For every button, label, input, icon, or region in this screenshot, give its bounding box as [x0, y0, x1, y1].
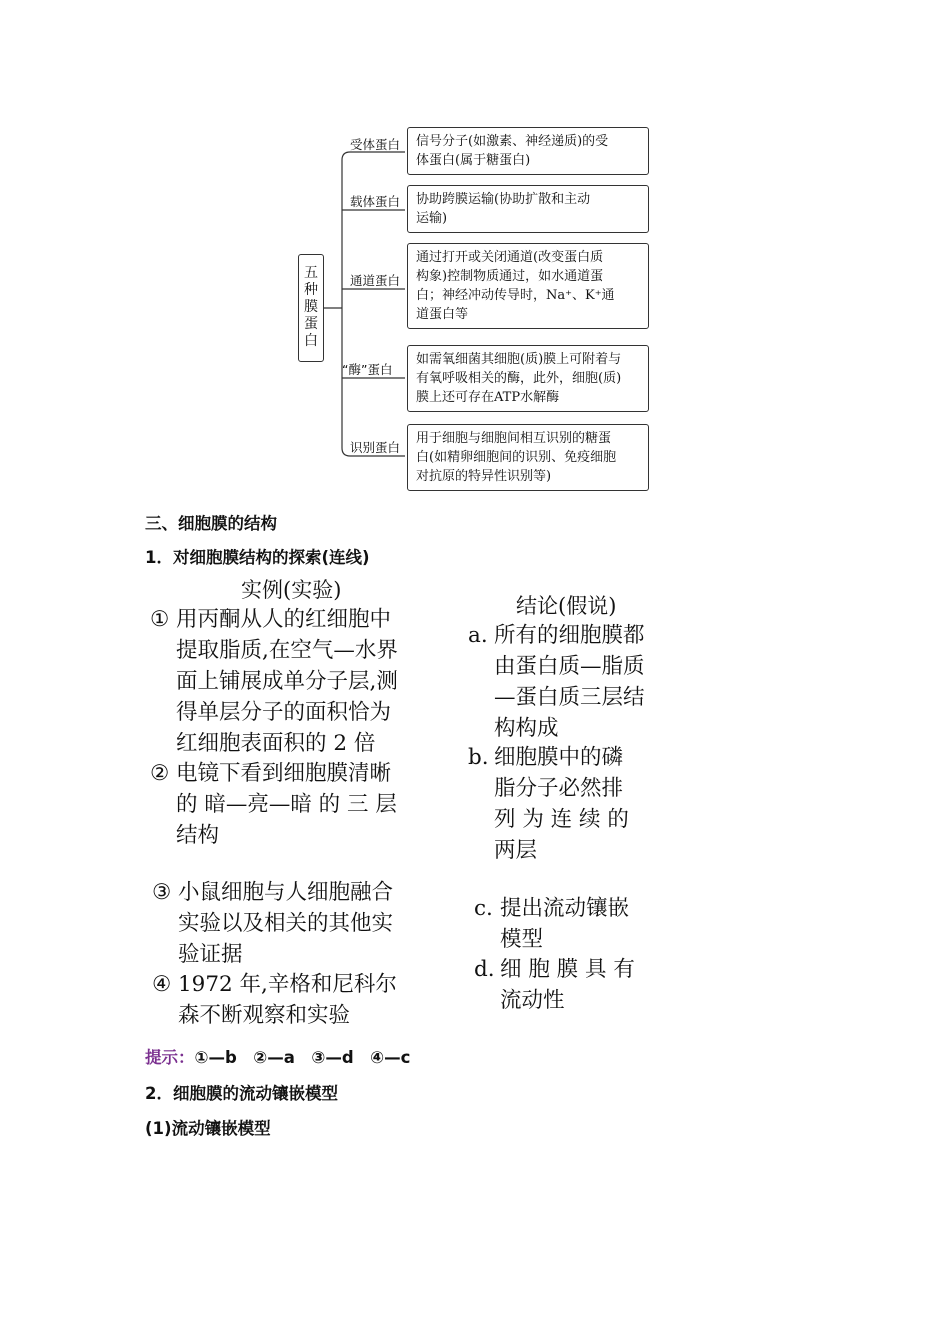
- item-line: 的 暗—亮—暗 的 三 层: [176, 792, 397, 817]
- item-line: 所有的细胞膜都: [494, 623, 645, 648]
- branch-desc-enzyme: [407, 345, 649, 412]
- desc-line: 用于细胞与细胞间相互识别的糖蛋: [416, 431, 612, 446]
- item-text: [474, 954, 674, 1016]
- root-char: 种: [304, 282, 318, 298]
- item-line: 由蛋白质—脂质: [494, 654, 645, 679]
- item-line: 流动性: [500, 988, 565, 1013]
- branch-desc-channel: [407, 243, 649, 329]
- item-line: 面上铺展成单分子层,测: [176, 669, 398, 694]
- desc-line: 运输): [416, 211, 448, 226]
- item-line: 实验以及相关的其他实: [178, 911, 394, 936]
- item-line: 红细胞表面积的 2 倍: [176, 731, 376, 756]
- item-line: 细 胞 膜 具 有: [500, 957, 635, 982]
- item-line: 提出流动镶嵌: [500, 896, 630, 921]
- left-item-3: [152, 877, 422, 970]
- branch-desc-recognition: [407, 424, 649, 491]
- branch-label-carrier: 载体蛋白: [350, 194, 401, 209]
- desc-line: 信号分子(如激素、神经递质)的受: [416, 134, 609, 149]
- item-number: c.: [474, 896, 493, 921]
- right-item-d: [474, 954, 674, 1016]
- item-line: 小鼠细胞与人细胞融合: [178, 880, 394, 905]
- branch-label-recognition: 识别蛋白: [350, 440, 401, 455]
- item-line: 构构成: [494, 716, 559, 741]
- branch-label-enzyme: “酶”蛋白: [342, 362, 393, 377]
- desc-line: 白(如精卵细胞间的识别、免疫细胞: [416, 450, 617, 465]
- item-line: 结构: [176, 823, 220, 848]
- item-text: [152, 877, 422, 970]
- item-line: 电镜下看到细胞膜清晰: [176, 761, 392, 786]
- desc-line: 对抗原的特异性识别等): [416, 469, 552, 484]
- left-item-4: [152, 969, 422, 1031]
- item-text: [150, 758, 420, 851]
- item-line: 提取脂质,在空气—水界: [176, 638, 398, 663]
- item-line: 得单层分子的面积恰为: [176, 700, 392, 725]
- concept-map-root: [298, 254, 324, 362]
- item-line: 森不断观察和实验: [178, 1003, 351, 1028]
- branch-desc-receptor: [407, 127, 649, 175]
- item-text: [468, 742, 668, 866]
- item-line: 列 为 连 续 的: [494, 807, 629, 832]
- right-item-a: [468, 620, 668, 744]
- left-column-title: 实例(实验): [241, 578, 342, 602]
- root-char: 五: [304, 265, 318, 281]
- right-item-b: [468, 742, 668, 866]
- question-2-heading: 2．细胞膜的流动镶嵌模型: [145, 1084, 338, 1103]
- section-heading: 三、细胞膜的结构: [145, 514, 277, 533]
- branch-desc-carrier: [407, 185, 649, 233]
- desc-line: 构象)控制物质通过，如水通道蛋: [416, 269, 604, 284]
- desc-line: 体蛋白(属于糖蛋白): [416, 153, 531, 168]
- item-line: 两层: [494, 838, 538, 863]
- item-number: d.: [474, 957, 495, 982]
- desc-line: 膜上还可存在ATP水解酶: [416, 390, 560, 405]
- item-number: ③: [152, 880, 172, 905]
- desc-line: 有氧呼吸相关的酶，此外，细胞(质): [416, 371, 622, 386]
- root-char: 膜: [304, 299, 318, 315]
- item-text: [150, 604, 420, 759]
- item-number: ②: [150, 761, 170, 786]
- hint-line: [145, 1044, 410, 1068]
- item-text: [474, 893, 674, 955]
- root-char: 白: [304, 333, 318, 349]
- item-line: —蛋白质三层结: [494, 685, 645, 710]
- question-1-heading: 1．对细胞膜结构的探索(连线): [145, 548, 370, 567]
- left-item-1: [150, 604, 420, 759]
- right-column-title: 结论(假说): [516, 594, 617, 618]
- question-2-subheading: (1)流动镶嵌模型: [145, 1119, 271, 1138]
- item-number: ①: [150, 607, 170, 632]
- desc-line: 道蛋白等: [416, 307, 469, 322]
- item-text: [468, 620, 668, 744]
- item-line: 1972 年,辛格和尼科尔: [178, 972, 397, 997]
- right-item-c: [474, 893, 674, 955]
- item-number: ④: [152, 972, 172, 997]
- hint-answer: ①—b ②—a ③—d ④—c: [194, 1048, 411, 1067]
- item-line: 验证据: [178, 942, 243, 967]
- item-line: 细胞膜中的磷: [494, 745, 624, 770]
- item-text: [152, 969, 422, 1031]
- desc-line: 白；神经冲动传导时，Na⁺、K⁺通: [416, 288, 615, 303]
- item-number: a.: [468, 623, 488, 648]
- item-line: 模型: [500, 927, 544, 952]
- item-number: b.: [468, 745, 489, 770]
- item-line: 脂分子必然排: [494, 776, 624, 801]
- branch-label-channel: 通道蛋白: [350, 273, 401, 288]
- branch-label-receptor: 受体蛋白: [350, 137, 401, 152]
- item-line: 用丙酮从人的红细胞中: [176, 607, 392, 632]
- left-item-2: [150, 758, 420, 851]
- hint-label: 提示：: [145, 1048, 195, 1067]
- desc-line: 协助跨膜运输(协助扩散和主动: [416, 192, 591, 207]
- root-char: 蛋: [304, 316, 318, 332]
- desc-line: 如需氧细菌其细胞(质)膜上可附着与: [416, 352, 622, 367]
- desc-line: 通过打开或关闭通道(改变蛋白质: [416, 250, 604, 265]
